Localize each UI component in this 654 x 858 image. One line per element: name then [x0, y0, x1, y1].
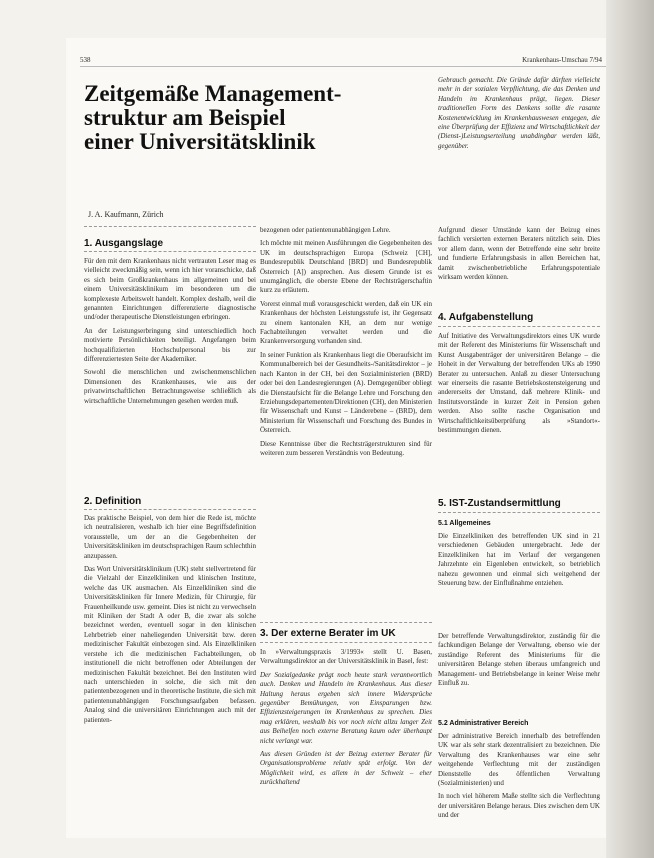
journal-page	[66, 38, 606, 838]
title-line: Zeitgemäße Management-	[84, 81, 342, 106]
section-heading-aufgabenstellung: 4. Aufgabenstellung	[438, 312, 534, 323]
paragraph: Das Wort Universitätsklinikum (UK) steht stellvertretend für die Vielzahl der Einzelkliniken und klinischen Institute, welche das UK ausmachen. Als Einzelkliniken sind die Universitätskliniken für Innere Medizin, für Chirurgie, für Frauenheilkunde usw. gemeint. Dies ist nicht zu verwechseln mit Kliniken der Stadt A oder B, die zwar als solche bezeichnet werden, eventuell sogar in den klinischen Lehrbetrieb einer naheliegenden Universität bzw. deren medizinischer Fakultät einbezogen sind. Als Einzelkliniken verstehe ich die medizinischen Fachabteilungen, ob institutionell die nicht betroffenen oder Abteilungen der medizinischen Fakultät bezeichnet. Bei den Instituten wird nach unterschieden in solche, die sich mit den patientenbezogenen und in theoretische Institute, die sich mit patientenunabhängigen Forschungsaufgaben befassen. Analog sind die universitären Einrichtungen auch mit der patienten-	[84, 565, 256, 724]
author-line: J. A. Kaufmann, Zürich	[88, 210, 164, 219]
section-heading-ausgangslage: 1. Ausgangslage	[84, 238, 164, 249]
title-line: einer Universitätsklinik	[84, 129, 316, 154]
subsection-heading-allgemeines: 5.1 Allgemeines	[438, 520, 491, 527]
section-divider	[260, 642, 432, 643]
section-divider	[438, 512, 600, 513]
paragraph: Sowohl die menschlichen und zwischenmenschlichen Dimensionen des Krankenhauses, wie aus der privatwirtschaftlichen Betrachtungsweise schließlich als wirtschaftliche Unternehmungen gesehen werden muß.	[84, 368, 256, 405]
paragraph: Der administrative Bereich innerhalb des betreffenden UK war als sehr stark dezentralisiert zu bezeichnen. Die Verwaltung des Krankenhauses war eine sehr weitgehende Verflechtung mit der zuständigen Dienststelle des öffentlichen Verwaltung (Sozialministerien) und	[438, 732, 600, 788]
column-3-intro	[438, 226, 600, 302]
column-3-aufgabe	[438, 332, 600, 490]
column-2-top	[260, 226, 432, 590]
column-1-bottom	[84, 514, 256, 832]
section-divider	[84, 509, 256, 510]
section-divider	[260, 622, 432, 623]
paragraph: In seiner Funktion als Krankenhaus liegt die Oberaufsicht im Kommunalbereich bei der Gesundheits-/Sanitätsdirektor – je nach Kanton in der CH, bei den Sozialministerien (BRD) oder bei den Landesregierungen (A). Demgegenüber obliegt die Dienstaufsicht für die Belange Lehre und Forschung den Erziehungsdepartementen/Direktionen (CH), den Ministerien für Wissenschaft und Kunst – Länderebene – (BRD), dem Ministerium für Wissenschaft und Forschung des Bundes in Österreich.	[260, 350, 432, 435]
section-divider	[438, 326, 600, 327]
subsection-heading-administrativ: 5.2 Administrativer Bereich	[438, 720, 529, 727]
column-3-administrativ	[438, 732, 600, 838]
paragraph: Die Einzelkliniken des betreffenden UK sind in 21 verschiedenen Gebäuden untergebracht. Jede der Einzelkliniken hat im Verlauf der vergangenen Jahrzehnte ein Eigenleben entwickelt, so betrieblich nahezu gewonnen und einmal sich weitgehend der Steuerung bzw. der Einflußnahme entziehen.	[438, 532, 600, 588]
section-heading-ist-zustand: 5. IST-Zustandsermittlung	[438, 498, 561, 509]
paragraph: bezogenen oder patientenunabhängigen Lehre.	[260, 226, 391, 234]
column-1-top	[84, 257, 256, 493]
paragraph: Aufgrund dieser Umstände kann der Beizug eines fachlich versierten externen Beraters nützlich sein. Dies vor allem dann, wenn der Betreffende eine sehr breite und fundierte Erfahrungsbasis in allen Bereichen hat, damit zwischenbetriebliche Erfahrungspotentiale wirksam werden können.	[438, 226, 600, 282]
paragraph: Das praktische Beispiel, von dem hier die Rede ist, möchte ich neutralisieren, weshalb ich hier eine Begriffsdefinition vorausstelle, um der an die Gegebenheiten der Universitätskliniken im deutschsprachigen Raum schlechthin anzupassen.	[84, 514, 256, 560]
binding-shadow	[606, 0, 654, 858]
section-heading-definition: 2. Definition	[84, 496, 142, 507]
title-line: struktur am Beispiel	[84, 105, 286, 130]
section-heading-berater: 3. Der externe Berater im UK	[260, 628, 396, 639]
paragraph: Der betreffende Verwaltungsdirektor, zuständig für die fachkundigen Belange der Verwaltung, ebenso wie der zuständige Referent des Ministeriums für die universitären Belange stehen überaus umfangreich und Management- und Betriebsbelange in keiner Weise mehr Einfluß zu.	[438, 632, 600, 688]
quote-paragraph: Gebrauch gemacht. Die Gründe dafür dürften vielleicht mehr in der sozialen Verpflichtung, die das Denken und Handeln im Krankenhaus prägt, liegen. Dieser traditionellen Form des Denkens sollte die rasante Kostenentwicklung im Krankenhauswesen entgegen, die eine Überprüfung der Effizienz und Wirtschaftlichkeit der (Dienst-)Leistungserteilung unabdingbar werden läßt, gegenüber.	[438, 76, 600, 150]
header-rule	[80, 66, 606, 67]
paragraph: Für den mit dem Krankenhaus nicht vertrauten Leser mag es vielleicht zweckmäßig sein, wenn ich hier voranschicke, daß es sich beim Großkrankenhaus im allgemeinen und bei einem Universitätsklinikum im besonderen um die komplexeste Arbeitswelt handelt. Komplex deshalb, weil die genannten Einrichtungen differenzierte diagnostische und/oder therapeutische Dienstleistungen erbringen.	[84, 257, 256, 322]
paragraph: Auf Initiative des Verwaltungsdirektors eines UK wurde mit der Referent des Ministeriums für Wissenschaft und Kunst Ausgabenträger der universitären Belange – die Hoheit in der Verwaltung der betreffenden UKs ab 1990 Berater zu untersuchen. Anlaß zu dieser Untersuchung war einerseits die rasante Betriebskostensteigerung und andererseits der Umstand, daß mehrere Klinik- und Institutsvorstände in kurzer Zeit in Pension gehen werden. Also sollte rasche Organisation und Wirtschaftlichkeitsüberprüfung als »Standort«-bestimmungen dienen.	[438, 332, 600, 435]
journal-running-head: Krankenhaus-Umschau 7/94	[522, 56, 602, 64]
column-3-verwaltung	[438, 632, 600, 712]
paragraph: In »Verwaltungspraxis 3/1993« stellt U. Basen, Verwaltungsdirektor an der Universitätsklinik in Basel, fest:	[260, 648, 432, 666]
column-2-bottom	[260, 648, 432, 836]
paragraph: Vorerst einmal muß vorausgeschickt werden, daß ein UK ein Krankenhaus der höchsten Leistungsstufe ist, ihr Gegensatz zu einem kantonalen KH, an dem nur wenige Fachabteilungen verwaltet werden und die Krankenversorgung vorhanden sind.	[260, 299, 432, 346]
column-3-allgemeines	[438, 532, 600, 628]
section-divider	[84, 251, 256, 252]
article-title	[84, 82, 384, 154]
quote-paragraph: Aus diesen Gründen ist der Beizug externer Berater für Organisationsprobleme relativ spät erfolgt. Von der Möglichkeit wird, es allem in der Schweiz – eher zurückhaltend	[260, 750, 432, 787]
author-divider	[84, 226, 256, 227]
page-number: 538	[80, 56, 91, 64]
paragraph: Diese Kenntnisse über die Rechtsträgerstrukturen sind für weiteren zum besseren Verständnis von Bedeutung.	[260, 439, 432, 457]
paragraph: An der Leistungserbringung sind unterschiedlich hoch motivierte Persönlichkeiten beteiligt. Angefangen beim hochqualifizierten Hochschulpersonal bis zur differenziertesten Seite der Akademiker.	[84, 326, 256, 364]
paragraph: In noch viel höherem Maße stellte sich die Verflechtung der universitären Belange heraus. Dies zwischen dem UK und der	[438, 792, 600, 820]
quote-paragraph: Der Sozialgedanke prägt noch heute stark verantwortlich auch. Denken und Handeln im Krankenhaus. Aus dieser Haltung heraus ergeben sich innere Widersprüche gegenüber Bemühungen, von Einsparungen bzw. Effizienzsteigerungen im Krankenhaus zu sprechen. Dies mag erklären, weshalb bis vor noch nicht allzu langer Zeit aus Beihelfen noch externe Beratung kaum oder überhaupt nicht verlangt war.	[260, 670, 432, 745]
column-3-quote	[438, 76, 600, 222]
paragraph: Ich möchte mit meinen Ausführungen die Gegebenheiten des UK im deutschsprachigen Europa (Schweiz [CH], Bundesrepublik Deutschland [BRD] und Bundesrepublik Österreich [A]) ansprechen. Aus diesem Grunde ist es unumgänglich, die oberste Ebene der Rechtsträgerschaftin kurz zu erläutern.	[260, 239, 432, 295]
